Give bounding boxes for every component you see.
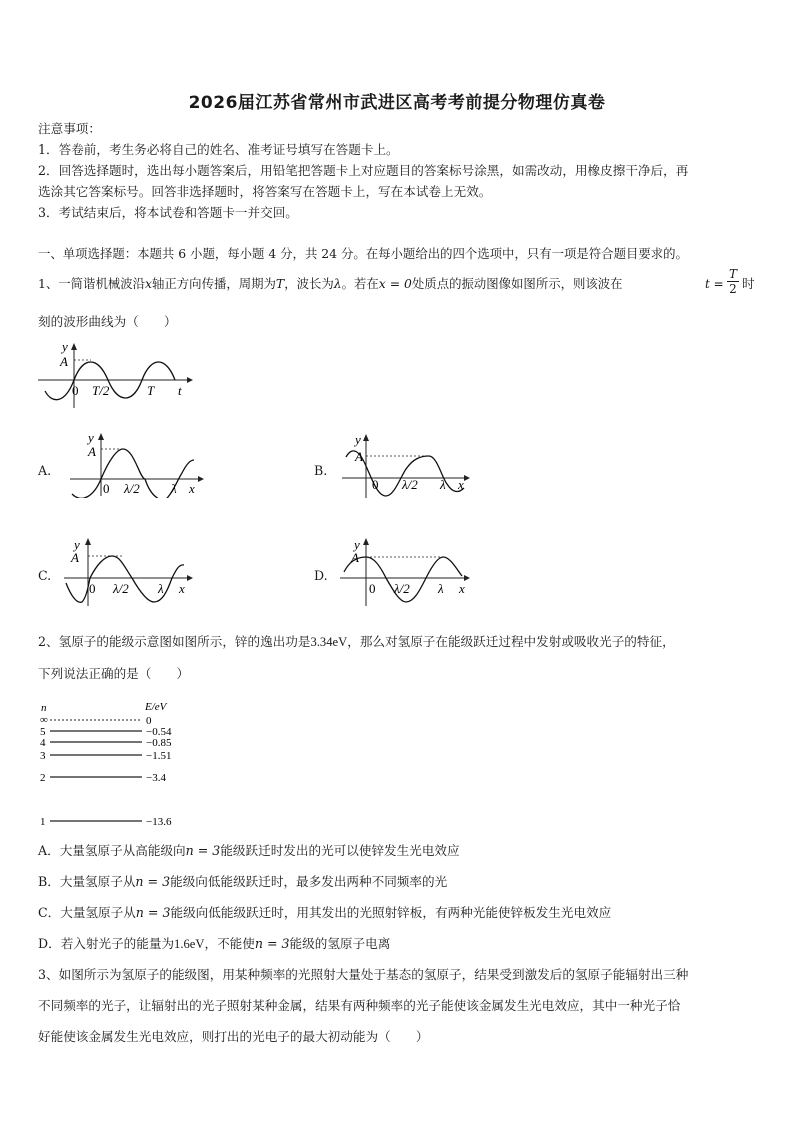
level-e-3: −1.51 xyxy=(146,750,172,762)
origin-label: 0 xyxy=(369,581,376,596)
amplitude-label: A xyxy=(88,444,96,459)
level-e-inf: 0 xyxy=(146,715,152,727)
notice-item: 3．考试结束后，将本试卷和答题卡一并交回。 xyxy=(38,205,298,220)
level-e-4: −0.85 xyxy=(146,737,172,749)
n-header: n xyxy=(41,702,47,714)
y-label: y xyxy=(355,432,361,447)
level-n-inf: ∞ xyxy=(40,714,48,726)
half-wavelength-label: λ/2 xyxy=(124,481,140,496)
q1-option-a-letter: A. xyxy=(38,463,52,478)
q3-stem-line2: 不同频率的光子，让辐射出的光子照射某种金属，结果有两种频率的光子能使该金属发生光电效应，其中一种光子恰 xyxy=(38,998,681,1013)
amplitude-label: A xyxy=(60,354,68,369)
level-e-1: −13.6 xyxy=(146,816,172,828)
amplitude-label: A xyxy=(355,449,363,464)
wavelength-label: λ xyxy=(440,477,446,492)
level-n-4: 4 xyxy=(40,737,46,749)
q1-stem-line1: 1、一简谐机械波沿x轴正方向传播，周期为T，波长为λ。若在x = 0处质点的振动图像如图所示，则该波在 xyxy=(38,276,623,291)
y-axis-arrow xyxy=(85,538,91,545)
wavelength-label: λ xyxy=(158,581,164,596)
q2-stem-line1: 2、氢原子的能级示意图如图所示，锌的逸出功是3.34eV，那么对氢原子在能级跃迁过程中发射或吸收光子的特征， xyxy=(38,634,675,649)
y-axis-arrow xyxy=(363,434,369,441)
t-label: t xyxy=(178,383,182,398)
q2-option-d[interactable]: D．若入射光子的能量为1.6eV，不能使n = 3能级的氢原子电离 xyxy=(38,936,391,951)
q1-option-a-graph[interactable] xyxy=(68,430,208,498)
page-title: 2026届江苏省常州市武进区高考考前提分物理仿真卷 xyxy=(188,93,606,113)
y-axis-arrow xyxy=(363,538,369,545)
q2-option-a[interactable]: A．大量氢原子从高能级向n = 3能级跃迁时发出的光可以使锌发生光电效应 xyxy=(38,843,460,858)
notice-item: 2．回答选择题时，选出每小题答案后，用铅笔把答题卡上对应题目的答案标号涂黑，如需改动，用橡皮擦干净后，再 xyxy=(38,163,689,178)
half-period-label: T/2 xyxy=(92,383,110,398)
amplitude-label: A xyxy=(351,550,359,565)
q1-time-equation: t = xyxy=(705,277,724,291)
q1-time-fraction: T 2 xyxy=(728,267,737,296)
wavelength-label: λ xyxy=(438,581,444,596)
origin-label: 0 xyxy=(72,383,79,398)
half-wavelength-label: λ/2 xyxy=(394,581,410,596)
notice-heading: 注意事项： xyxy=(38,121,101,136)
q3-stem-line3: 好能使该金属发生光电效应，则打出的光电子的最大初动能为（ ） xyxy=(38,1029,429,1044)
q1-option-d-letter: D. xyxy=(314,568,328,583)
q2-option-c[interactable]: C．大量氢原子从n = 3能级向低能级跃迁时，用其发出的光照射锌板，有两种光能使锌板发生光电效应 xyxy=(38,905,612,920)
origin-label: 0 xyxy=(372,477,379,492)
q1-option-c-graph[interactable] xyxy=(62,536,197,608)
origin-label: 0 xyxy=(103,481,110,496)
level-e-5: −0.54 xyxy=(146,726,172,738)
section-heading: 一、单项选择题：本题共 6 小题，每小题 4 分，共 24 分。在每小题给出的四个选项中，只有一项是符合题目要求的。 xyxy=(38,246,688,261)
y-label: y xyxy=(354,537,360,552)
x-label: x xyxy=(459,581,465,596)
x-label: x xyxy=(179,581,185,596)
notice-item: 1．答卷前，考生务必将自己的姓名、准考证号填写在答题卡上。 xyxy=(38,142,399,157)
wavelength-label: λ xyxy=(171,481,177,496)
amplitude-label: A xyxy=(71,550,79,565)
x-label: x xyxy=(458,477,464,492)
period-label: T xyxy=(147,383,155,398)
x-axis-arrow xyxy=(187,575,193,581)
level-e-2: −3.4 xyxy=(146,772,166,784)
q1-option-b-graph[interactable] xyxy=(340,432,475,500)
q2-option-b[interactable]: B．大量氢原子从n = 3能级向低能级跃迁时，最多发出两种不同频率的光 xyxy=(38,874,448,889)
y-axis-arrow xyxy=(71,343,77,350)
x-axis-arrow xyxy=(464,575,470,581)
level-n-1: 1 xyxy=(40,816,46,828)
y-label: y xyxy=(74,537,80,552)
q1-stem-suffix: 时 xyxy=(742,276,755,291)
x-label: x xyxy=(189,481,195,496)
origin-label: 0 xyxy=(89,581,96,596)
y-label: y xyxy=(88,430,94,445)
half-wavelength-label: λ/2 xyxy=(402,477,418,492)
y-label: y xyxy=(62,339,68,354)
x-axis-arrow xyxy=(464,475,470,481)
q1-option-c-letter: C. xyxy=(38,568,52,583)
half-wavelength-label: λ/2 xyxy=(113,581,129,596)
q2-stem-line2: 下列说法正确的是（ ） xyxy=(38,666,190,681)
y-axis-arrow xyxy=(98,433,104,440)
notice-item: 选涂其它答案标号。回答非选择题时，将答案写在答题卡上，写在本试卷上无效。 xyxy=(38,184,492,199)
level-n-5: 5 xyxy=(40,726,46,738)
q1-option-d-graph[interactable] xyxy=(338,536,478,608)
level-n-2: 2 xyxy=(40,772,46,784)
q1-vibration-graph xyxy=(35,338,195,410)
q1-stem-line2: 刻的波形曲线为（ ） xyxy=(38,314,177,329)
q1-option-b-letter: B. xyxy=(314,463,328,478)
q2-energy-level-diagram xyxy=(38,700,198,832)
t-axis-arrow xyxy=(187,377,193,383)
q3-stem-line1: 3、如图所示为氢原子的能级图，用某种频率的光照射大量处于基态的氢原子，结果受到激发后的氢原子能辐射出三种 xyxy=(38,967,689,982)
level-n-3: 3 xyxy=(40,750,46,762)
energy-header: E/eV xyxy=(145,701,167,713)
x-axis-arrow xyxy=(198,476,204,482)
